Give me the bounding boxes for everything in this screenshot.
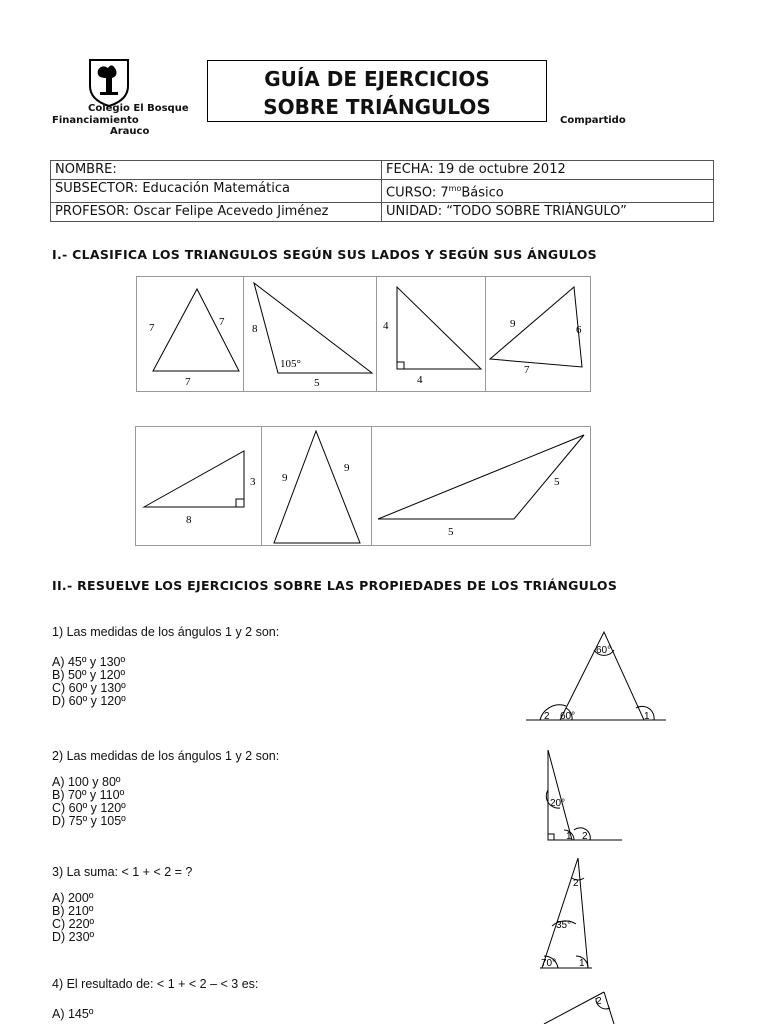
t1-left: 7 — [149, 322, 155, 334]
subsector-cell: SUBSECTOR: Educación Matemática — [51, 180, 382, 203]
q3-option-a: A) 200º — [52, 891, 94, 905]
title-line1: GUÍA DE EJERCICIOS — [264, 67, 490, 91]
q3-base-angle: 70° — [541, 958, 557, 969]
question-3-options — [52, 892, 94, 944]
q2-option-b: B) 70º y 110º — [52, 788, 125, 802]
triangle-panel-3 — [376, 276, 486, 392]
t5-bottom: 8 — [186, 514, 192, 526]
triangle-panel-5 — [135, 426, 262, 546]
t4-left: 9 — [510, 318, 516, 330]
q2-option-a: A) 100 y 80º — [52, 775, 121, 789]
t1-right: 7 — [219, 316, 225, 328]
t5-right: 3 — [250, 476, 256, 488]
curso-suffix: Básico — [461, 185, 504, 201]
unidad-cell: UNIDAD: “TODO SOBRE TRIÁNGULO” — [382, 203, 714, 222]
section1-title: I.- CLASIFICA LOS TRIANGULOS SEGÚN SUS LADOS Y SEGÚN SUS ÁNGULOS — [52, 247, 597, 262]
triangle-panel-4 — [485, 276, 591, 392]
profesor-cell: PROFESOR: Oscar Felipe Acevedo Jiménez — [51, 203, 382, 222]
q2-option-d: D) 75º y 105º — [52, 814, 126, 828]
t3-left: 4 — [383, 320, 389, 332]
section2-title: II.- RESUELVE LOS EJERCICIOS SOBRE LAS PROPIEDADES DE LOS TRIÁNGULOS — [52, 578, 618, 593]
q2-angle-1: 1 — [566, 831, 572, 842]
t2-left: 8 — [252, 323, 258, 335]
q3-angle-1: 1 — [579, 958, 585, 969]
t3-bottom: 4 — [417, 374, 423, 386]
q1-angle-1: 1 — [644, 711, 650, 722]
page-title — [207, 60, 547, 122]
nombre-cell: NOMBRE: — [51, 161, 382, 180]
question-4-figure — [540, 988, 620, 1024]
q3-mid-angle: 35° — [556, 920, 572, 931]
question-2-figure — [540, 746, 624, 844]
financing-line1: Financiamiento — [52, 115, 139, 126]
t4-right: 6 — [576, 324, 582, 336]
triangle-panel-1 — [136, 276, 244, 392]
q4-angle-2: 2 — [596, 996, 602, 1007]
q1-option-a: A) 45º y 130º — [52, 655, 126, 669]
info-table — [50, 160, 714, 222]
q1-option-c: C) 60º y 130º — [52, 681, 126, 695]
t1-bottom: 7 — [185, 376, 191, 388]
t4-bottom: 7 — [524, 364, 530, 376]
t6-left: 9 — [282, 472, 288, 484]
financing-line2: Arauco — [110, 126, 150, 137]
q4-option-a: A) 145º — [52, 1007, 94, 1021]
q1-option-b: B) 50º y 120º — [52, 668, 126, 682]
title-line2: SOBRE TRIÁNGULOS — [263, 95, 491, 119]
q1-angle-2: 2 — [544, 711, 550, 722]
question-4-prompt: 4) El resultado de: < 1 + < 2 – < 3 es: — [52, 977, 259, 991]
school-name: Colegio El Bosque — [88, 103, 189, 114]
triangle-panel-6 — [261, 426, 372, 546]
question-3-prompt: 3) La suma: < 1 + < 2 = ? — [52, 865, 193, 879]
question-2-prompt: 2) Las medidas de los ángulos 1 y 2 son: — [52, 749, 280, 763]
q1-option-d: D) 60º y 120º — [52, 694, 126, 708]
q3-option-d: D) 230º — [52, 930, 95, 944]
triangle-panel-2 — [243, 276, 377, 392]
q2-angle-2: 2 — [582, 831, 588, 842]
fecha-cell: FECHA: 19 de octubre 2012 — [382, 161, 714, 180]
curso-cell — [382, 180, 714, 203]
question-1-prompt: 1) Las medidas de los ángulos 1 y 2 son: — [52, 625, 280, 639]
q3-angle-2: 2 — [573, 878, 579, 889]
question-1-options — [52, 656, 126, 708]
q2-option-c: C) 60º y 120º — [52, 801, 126, 815]
shared-label: Compartido — [560, 115, 626, 126]
question-4-options — [52, 1008, 93, 1021]
q1-top-angle: 60° — [596, 645, 612, 656]
question-2-options — [52, 776, 126, 828]
question-3-figure — [536, 856, 596, 972]
t6-right: 9 — [344, 462, 350, 474]
t7-bottom: 5 — [448, 526, 454, 538]
q1-base-angle: 60° — [560, 711, 576, 722]
q3-option-b: B) 210º — [52, 904, 94, 918]
curso-prefix: CURSO: 7 — [386, 185, 449, 201]
curso-sup: mo — [448, 184, 462, 193]
triangle-panel-7 — [371, 426, 591, 546]
q2-top-angle: 20° — [550, 798, 566, 809]
t7-right: 5 — [554, 476, 560, 488]
t2-angle: 105° — [280, 358, 301, 370]
t2-bottom: 5 — [314, 377, 320, 389]
question-1-figure — [526, 628, 670, 724]
q3-option-c: C) 220º — [52, 917, 95, 931]
